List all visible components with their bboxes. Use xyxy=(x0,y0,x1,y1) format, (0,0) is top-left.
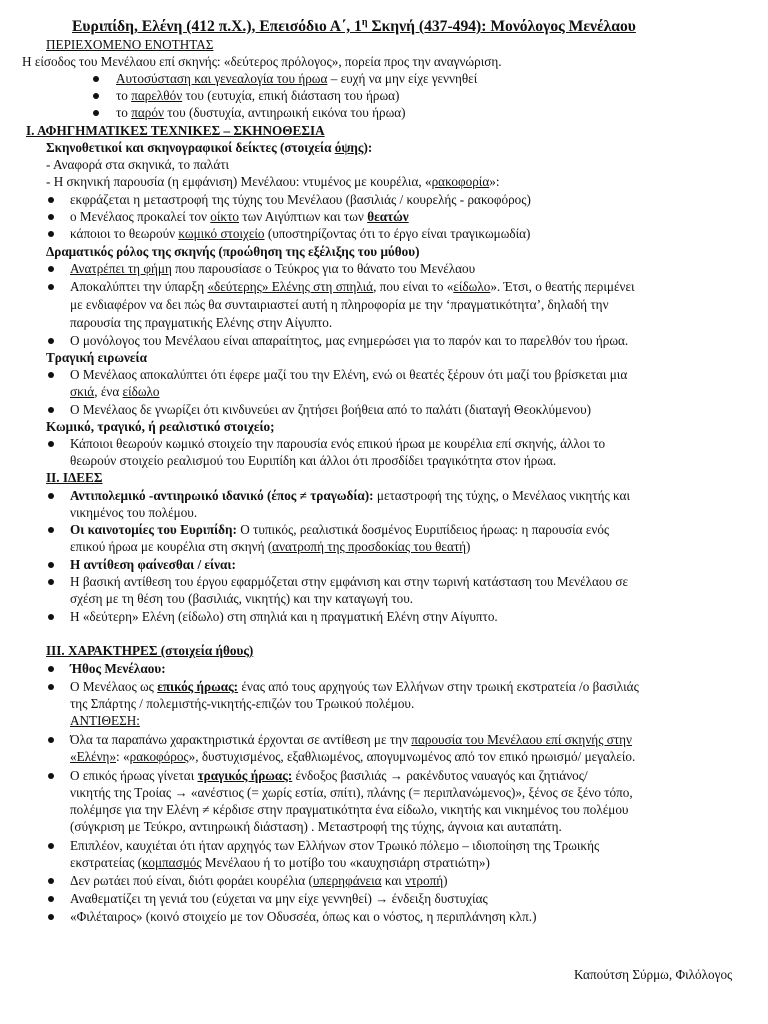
list-item: Η βασική αντίθεση του έργου εφαρμόζεται στην εμφάνιση και στην τωρινή κατάσταση του Μενέλαου σε xyxy=(70,574,628,589)
intro-item: το παρόν του (δυστυχία, αντιηρωική εικόνα του ήρωα) xyxy=(116,105,406,120)
intro-paragraph: Η είσοδος του Μενέλαου επί σκηνής: «δεύτερος πρόλογος», πορεία προς την αναγνώριση. xyxy=(22,54,502,69)
list-item-continued: νικημένος του πολέμου. xyxy=(70,505,198,520)
list-item: Η «δεύτερη» Ελένη (είδωλο) στη σπηλιά και η πραγματική Ελένη στην Αίγυπτο. xyxy=(70,609,498,624)
contents-heading: ΠΕΡΙΕΧΟΜΕΝΟ ΕΝΟΤΗΤΑΣ xyxy=(46,37,214,52)
bullet-icon xyxy=(48,372,54,378)
list-item: Ήθος Μενέλαου: xyxy=(70,661,166,676)
list-item-continued: παρουσία της πραγματικής Ελένης στην Αίγυπτο. xyxy=(70,315,333,330)
bullet-icon xyxy=(48,666,54,672)
bullet-icon xyxy=(48,493,54,499)
bullet-icon xyxy=(48,579,54,585)
dash-item: - Αναφορά στα σκηνικά, το παλάτι xyxy=(46,157,230,172)
list-item: Ο μονόλογος του Μενέλαου είναι απαραίτητος, μας ενημερώσει για το παρόν και το παρελθόν του ήρωα. xyxy=(70,333,629,348)
bullet-icon xyxy=(48,737,54,743)
list-item: Αντιπολεμικό -αντιηρωικό ιδανικό (έπος ≠ τραγωδία): μεταστροφή της τύχης, ο Μενέλαος νικητής και xyxy=(70,488,631,503)
bullet-icon xyxy=(48,773,54,779)
document-title xyxy=(72,14,636,35)
bullet-icon xyxy=(48,214,54,220)
list-item: Όλα τα παραπάνω χαρακτηριστικά έρχονται σε αντίθεση με την παρουσία του Μενέλαου επί σκηνής στην xyxy=(70,732,632,747)
list-item-continued: της Σπάρτης / πολεμιστής-νικητής-επιζών του Τρωικού πολέμου. xyxy=(70,696,415,711)
intro-item: Αυτοσύσταση και γενεαλογία του ήρωα – ευχή να μην είχε γεννηθεί xyxy=(116,71,478,86)
list-item-continued: σκιά, ένα είδωλο xyxy=(70,384,160,399)
antithesis-label: ΑΝΤΙΘΕΣΗ: xyxy=(70,713,140,728)
title-text: Ευριπίδη, Ελένη (412 π.Χ.), Επεισόδιο Α΄, 1 xyxy=(72,18,362,36)
bullet-icon xyxy=(93,93,99,99)
bullet-icon xyxy=(48,843,54,849)
bullet-icon xyxy=(48,284,54,290)
section-1-heading: Ι. ΑΦΗΓΗΜΑΤΙΚΕΣ ΤΕΧΝΙΚΕΣ – ΣΚΗΝΟΘΕΣΙΑ xyxy=(26,123,325,138)
bullet-icon xyxy=(48,407,54,413)
bullet-icon xyxy=(48,684,54,690)
list-item-continued: (σύγκριση με Τεύκρο, αντιηρωική διάσταση) . Μεταστροφή της τύχης, άγνοια και αυταπάτη. xyxy=(70,819,562,834)
bullet-icon xyxy=(93,110,99,116)
bullet-icon xyxy=(48,562,54,568)
list-item-continued: νικητής της Τροίας → «ανέστιος (= χωρίς εστία, σπίτι), πλάνης (= περιπλανώμενος)», ξένος σε ξένο τόπο, xyxy=(70,785,633,800)
title-text-end: Σκηνή (437-494): Μονόλογος Μενέλαου xyxy=(367,18,636,36)
list-item-continued: πολέμησε για την Ελένη ≠ κέρδισε στην πραγματικότητα ένα είδωλο, νικητής και νικημένος του πολέμου xyxy=(70,802,629,817)
bullet-icon xyxy=(48,527,54,533)
list-item: Η αντίθεση φαίνεσθαι / είναι: xyxy=(70,557,236,572)
list-item-continued: «Ελένη»: «ρακοφόρος», δυστυχισμένος, εξαθλιωμένος, απογυμνωμένος από τον επικό ηρωισμό/ μεγαλείο. xyxy=(70,749,636,764)
bullet-icon xyxy=(48,614,54,620)
list-item: Κάποιοι θεωρούν κωμικό στοιχείο την παρουσία ενός επικού ήρωα με κουρέλια επί σκηνής, άλλοι το xyxy=(70,436,606,451)
list-item-continued: εκστρατείας (κομπασμός Μενέλαου ή το μοτίβο του «καυχησιάρη στρατιώτη») xyxy=(70,855,490,870)
bullet-icon xyxy=(48,878,54,884)
list-item: Ο Μενέλαος ως επικός ήρωας: ένας από τους αρχηγούς των Ελλήνων στην τρωική εκστρατεία /ο βασιλιάς xyxy=(70,679,639,694)
list-item: Αναθεματίζει τη γενιά του (εύχεται να μην είχε γεννηθεί) → ένδειξη δυστυχίας xyxy=(70,891,488,906)
subheading: Σκηνοθετικοί και σκηνογραφικοί δείκτες (στοιχεία όψης): xyxy=(46,140,373,155)
list-item-continued: επικού ήρωα με κουρέλια στη σκηνή (ανατροπή της προσδοκίας του θεατή) xyxy=(70,539,471,554)
list-item: Αποκαλύπτει την ύπαρξη «δεύτερης» Ελένης στη σπηλιά, που είναι το «είδωλο». Έτσι, ο θεατής περιμένει xyxy=(70,279,635,294)
list-item: Ο Μενέλαος αποκαλύπτει ότι έφερε μαζί του την Ελένη, ενώ οι θεατές ξέρουν ότι μαζί του βρίσκεται μια xyxy=(70,367,628,382)
section-2-heading: ΙΙ. ΙΔΕΕΣ xyxy=(46,470,103,485)
list-item-continued: με ενδιαφέρον να δει πώς θα συνταιριαστεί αυτή η πληροφορία με την ‘πραγματικότητα’, δηλαδή την xyxy=(70,297,609,312)
subheading: Δραματικός ρόλος της σκηνής (προώθηση της εξέλιξης του μύθου) xyxy=(46,244,420,259)
bullet-icon xyxy=(48,441,54,447)
list-item: κάποιοι το θεωρούν κωμικό στοιχείο (υποστηρίζοντας ότι το έργο είναι τραγικωμωδία) xyxy=(70,226,531,241)
list-item: Οι καινοτομίες του Ευριπίδη: Ο τυπικός, ρεαλιστικά δοσμένος Ευριπίδειος ήρωας: η παρουσία ενός xyxy=(70,522,610,537)
list-item-continued: σχέση με τη θέση του (βασιλιάς, νικητής) και την καταγωγή του. xyxy=(70,591,414,606)
list-item-continued: θεωρούν στοιχείο ρεαλισμού του Ευριπίδη και άλλοι ότι προσδίδει τραγικότητα στον ήρωα. xyxy=(70,453,557,468)
list-item: «Φιλέταιρος» (κοινό στοιχείο με τον Οδυσσέα, όπως και ο νόστος, η περιπλάνηση κλπ.) xyxy=(70,909,537,924)
list-item: ο Μενέλαος προκαλεί τον οίκτο των Αιγύπτιων και των θεατών xyxy=(70,209,409,224)
title-superscript: η xyxy=(361,17,368,28)
list-item: Δεν ρωτάει πού είναι, διότι φοράει κουρέλια (υπερηφάνεια και ντροπή) xyxy=(70,873,448,888)
bullet-icon xyxy=(48,914,54,920)
list-item: Ο επικός ήρωας γίνεται τραγικός ήρωας: ένδοξος βασιλιάς → ρακένδυτος ναυαγός και ζητιάνος/ xyxy=(70,768,588,783)
intro-item: το παρελθόν του (ευτυχία, επική διάσταση του ήρωα) xyxy=(116,88,400,103)
subheading: Κωμικό, τραγικό, ή ρεαλιστικό στοιχείο; xyxy=(46,419,275,434)
list-item: Επιπλέον, καυχιέται ότι ήταν αρχηγός των Ελλήνων στον Τρωικό πόλεμο – ιδιοποίηση της Τρωικής xyxy=(70,838,600,853)
list-item: εκφράζεται η μεταστροφή της τύχης του Μενέλαου (βασιλιάς / κουρελής - ρακοφόρος) xyxy=(70,192,531,207)
section-3-heading: ΙΙΙ. ΧΑΡΑΚΤΗΡΕΣ (στοιχεία ήθους) xyxy=(46,643,254,658)
list-item: Ο Μενέλαος δε γνωρίζει ότι κινδυνεύει αν ζητήσει βοήθεια από το παλάτι (διαταγή Θεοκλύμενου) xyxy=(70,402,592,417)
subheading: Τραγική ειρωνεία xyxy=(46,350,147,365)
bullet-icon xyxy=(48,338,54,344)
author-signature: Καπούτση Σύρμω, Φιλόλογος xyxy=(574,967,733,982)
dash-item: - Η σκηνική παρουσία (η εμφάνιση) Μενέλαου: ντυμένος με κουρέλια, «ρακοφορία»: xyxy=(46,174,500,189)
bullet-icon xyxy=(48,231,54,237)
bullet-icon xyxy=(48,266,54,272)
bullet-icon xyxy=(93,76,99,82)
list-item: Ανατρέπει τη φήμη που παρουσίασε ο Τεύκρος για το θάνατο του Μενέλαου xyxy=(70,261,476,276)
bullet-icon xyxy=(48,896,54,902)
bullet-icon xyxy=(48,197,54,203)
